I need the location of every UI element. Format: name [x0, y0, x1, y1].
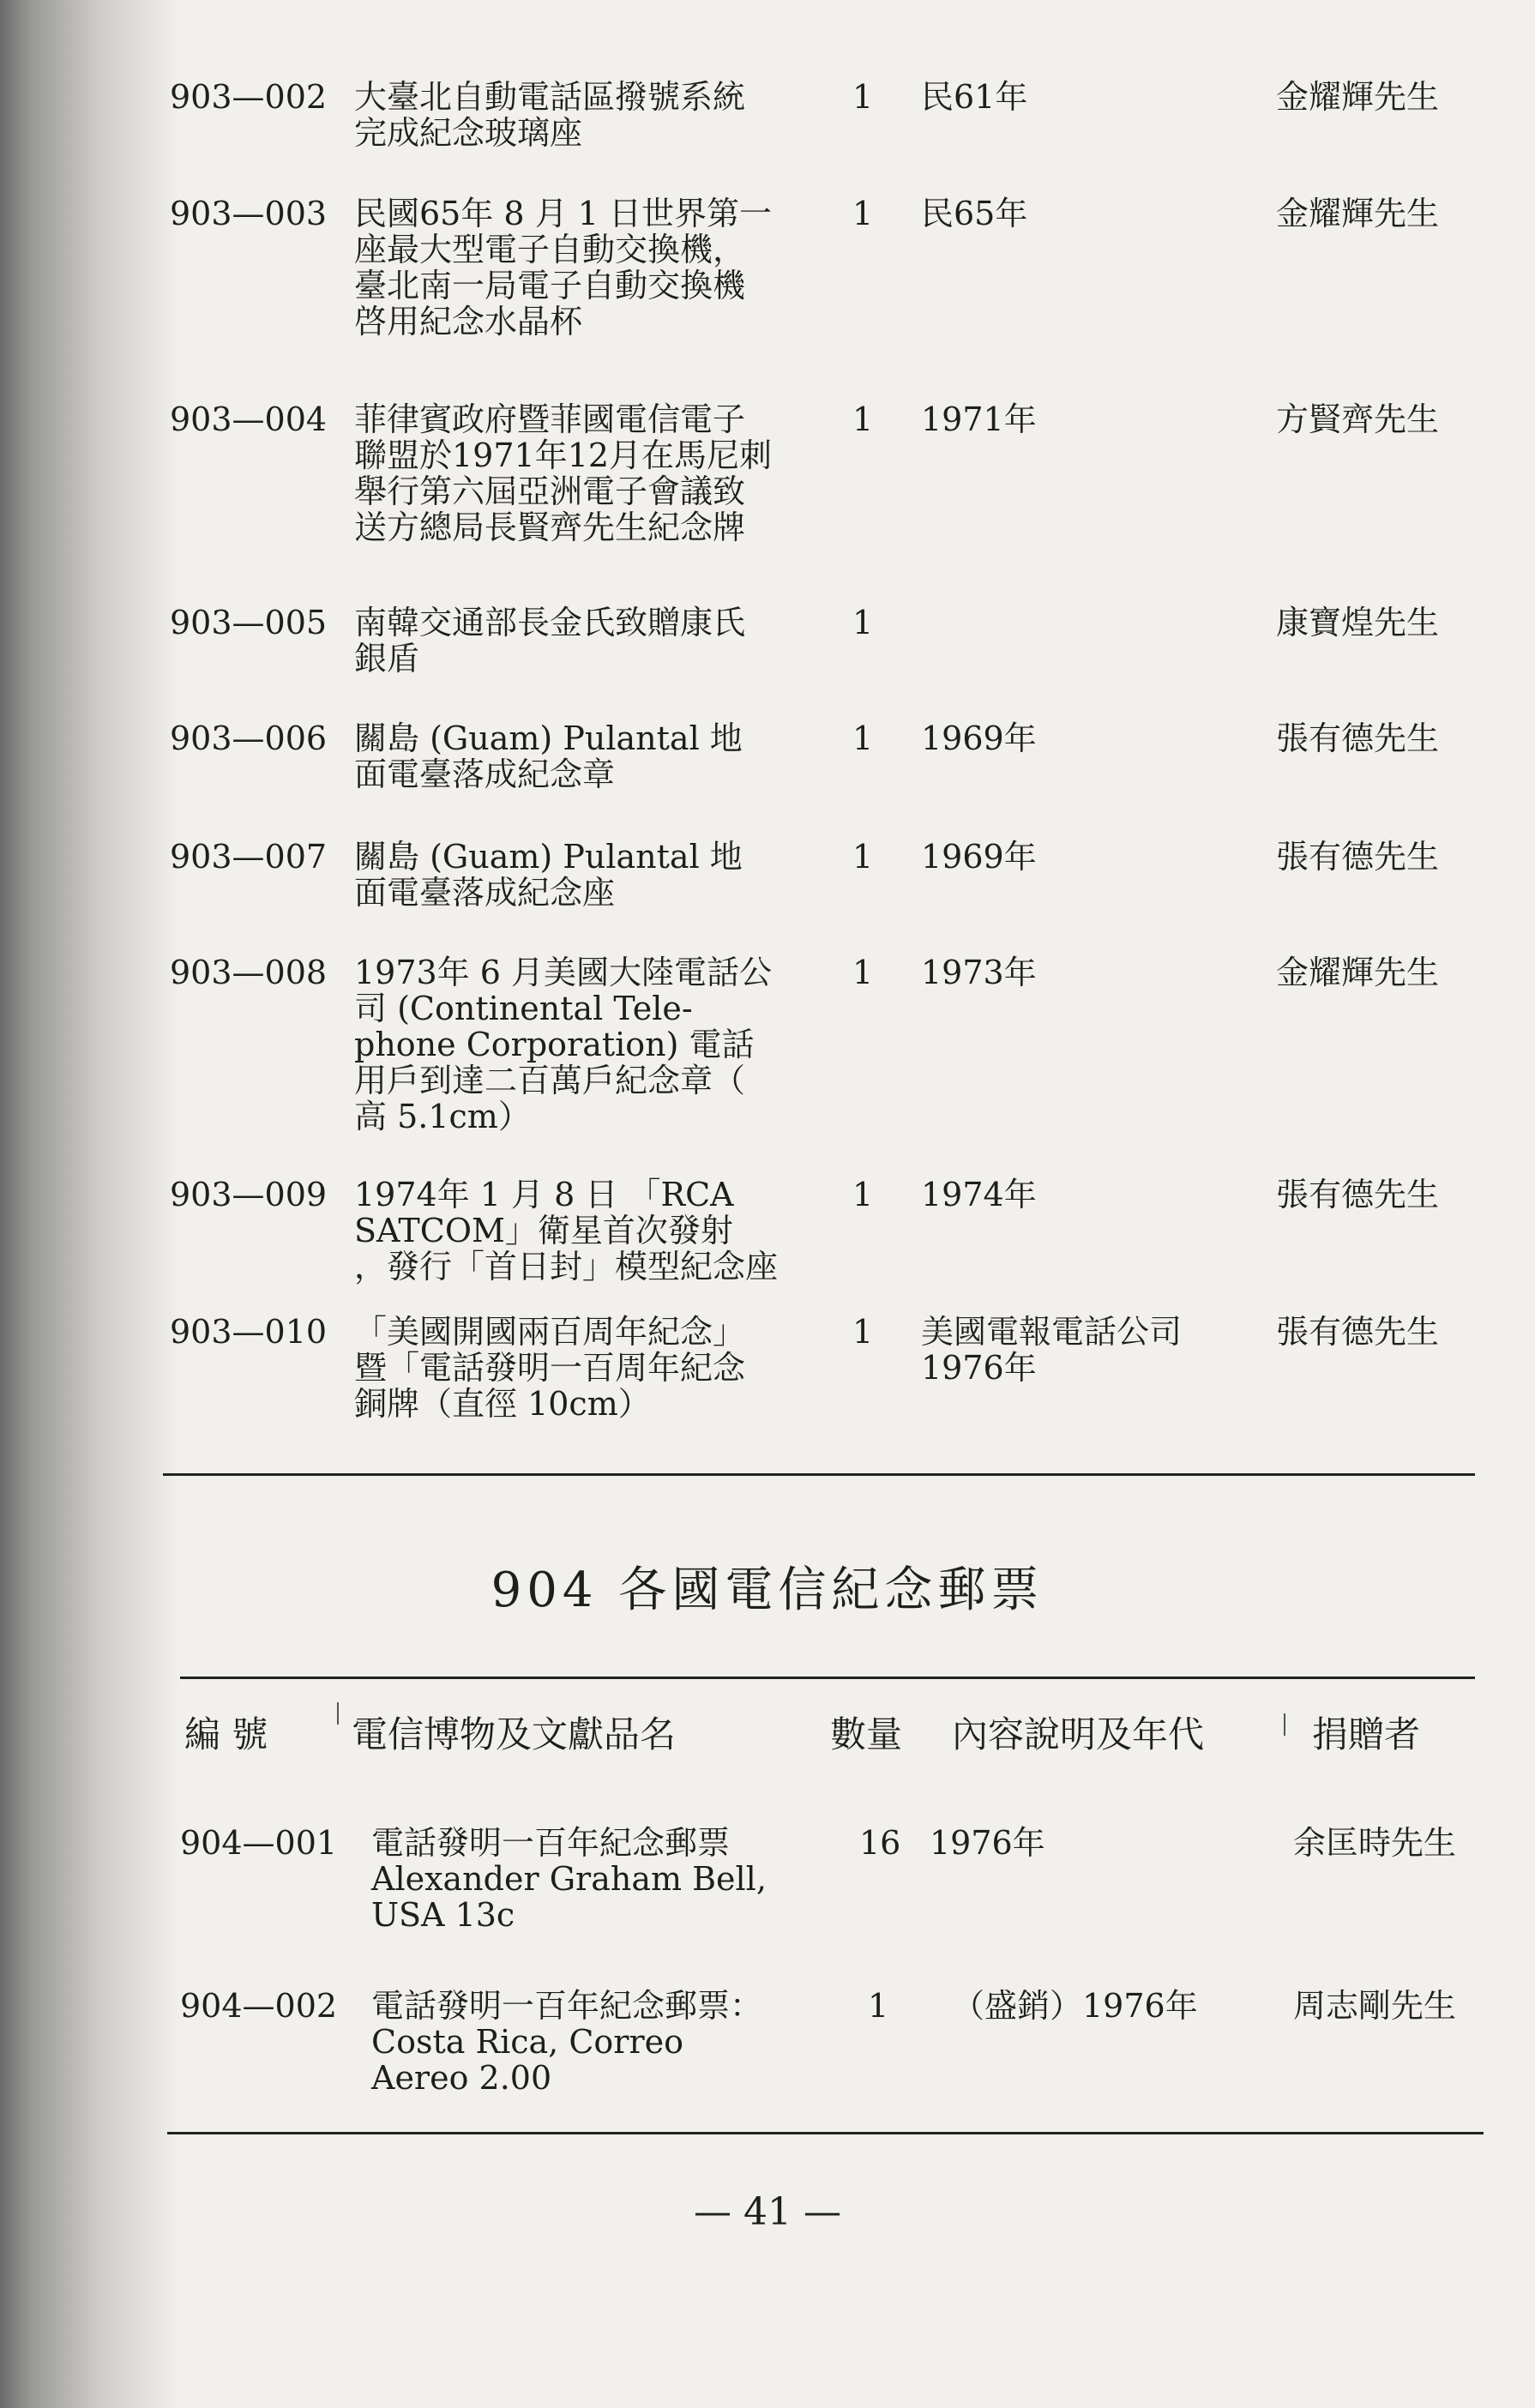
item-quantity: 1	[852, 954, 874, 991]
item-description: 1974年	[921, 1176, 1037, 1213]
item-code: 903—008	[170, 954, 328, 991]
item-donor: 張有德先生	[1276, 838, 1440, 876]
item-quantity: 1	[852, 1313, 874, 1351]
item-code: 903—004	[170, 400, 328, 438]
item-description: 1969年	[921, 719, 1037, 757]
item-description: 民61年	[921, 78, 1028, 116]
item-donor: 金耀輝先生	[1276, 195, 1440, 232]
item-donor: 周志剛先生	[1293, 1987, 1457, 2025]
item-name: 南韓交通部長金氏致贈康氏 銀盾	[354, 604, 746, 677]
item-code: 903—003	[170, 195, 328, 232]
item-donor: 金耀輝先生	[1276, 78, 1440, 116]
item-name: 1974年 1 月 8 日 「RCA SATCOM」衛星首次發射 ，發行「首日封」模型紀念座	[354, 1176, 779, 1285]
column-separator	[1284, 1713, 1285, 1736]
item-name: 電話發明一百年紀念郵票 Alexander Graham Bell, USA 13c	[371, 1824, 767, 1934]
item-donor: 余匡時先生	[1293, 1824, 1457, 1862]
item-description: 1969年	[921, 838, 1037, 876]
item-description: （盛銷）1976年	[952, 1987, 1198, 2025]
item-code: 903—005	[170, 604, 328, 641]
item-donor: 方賢齊先生	[1276, 400, 1440, 438]
item-quantity: 1	[852, 838, 874, 876]
header-name: 電信博物及文獻品名	[352, 1713, 677, 1755]
item-name: 民國65年 8 月 1 日世界第一 座最大型電子自動交換機， 臺北南一局電子自動交換機 啓用紀念水晶杯	[354, 195, 773, 340]
item-code: 903—006	[170, 719, 328, 757]
item-quantity: 1	[852, 719, 874, 757]
item-code: 904—002	[180, 1987, 338, 2025]
table-bottom-rule	[167, 2132, 1484, 2134]
item-description: 1973年	[921, 954, 1037, 991]
header-code: 編 號	[184, 1713, 268, 1755]
item-donor: 康寶煌先生	[1276, 604, 1440, 641]
item-name: 1973年 6 月美國大陸電話公 司 (Continental Tele- phone Corporation) 電話 用戶到達二百萬戶紀念章（ 高 5.1cm）	[354, 954, 773, 1135]
book-binding-shadow	[0, 0, 180, 2408]
header-quantity: 數量	[830, 1713, 903, 1755]
item-name: 電話發明一百年紀念郵票： Costa Rica, Correo Aereo 2.00	[371, 1987, 763, 2097]
item-name: 菲律賓政府暨菲國電信電子 聯盟於1971年12月在馬尼刺 舉行第六屆亞洲電子會議致 送方總局長賢齊先生紀念牌	[354, 400, 773, 546]
header-description: 內容說明及年代	[952, 1713, 1205, 1755]
header-donor: 捐贈者	[1312, 1713, 1421, 1755]
item-quantity: 1	[852, 195, 874, 232]
column-separator	[337, 1702, 339, 1725]
section-title: 904 各國電信紀念郵票	[491, 1562, 1044, 1618]
item-quantity: 1	[868, 1987, 889, 2025]
table-top-rule	[180, 1677, 1475, 1679]
item-donor: 金耀輝先生	[1276, 954, 1440, 991]
item-description: 1976年	[930, 1824, 1045, 1862]
item-description: 1971年	[921, 400, 1037, 438]
page-number: — 41 —	[694, 2190, 841, 2234]
item-description: 民65年	[921, 195, 1028, 232]
item-code: 903—002	[170, 78, 328, 116]
item-quantity: 1	[852, 1176, 874, 1213]
item-name: 「美國開國兩百周年紀念」 暨「電話發明一百周年紀念 銅牌（直徑 10cm）	[354, 1313, 746, 1423]
item-quantity: 1	[852, 400, 874, 438]
item-quantity: 1	[852, 78, 874, 116]
item-name: 關島 (Guam) Pulantal 地 面電臺落成紀念章	[354, 719, 743, 793]
item-code: 903—009	[170, 1176, 328, 1213]
item-quantity: 1	[852, 604, 874, 641]
item-code: 904—001	[180, 1824, 338, 1862]
item-quantity: 16	[859, 1824, 901, 1862]
item-description: 美國電報電話公司 1976年	[921, 1313, 1183, 1387]
section-divider	[163, 1473, 1475, 1476]
item-code: 903—010	[170, 1313, 328, 1351]
item-code: 903—007	[170, 838, 328, 876]
item-name: 關島 (Guam) Pulantal 地 面電臺落成紀念座	[354, 838, 743, 912]
item-donor: 張有德先生	[1276, 1313, 1440, 1351]
item-donor: 張有德先生	[1276, 1176, 1440, 1213]
item-donor: 張有德先生	[1276, 719, 1440, 757]
item-name: 大臺北自動電話區撥號系統 完成紀念玻璃座	[354, 78, 746, 152]
